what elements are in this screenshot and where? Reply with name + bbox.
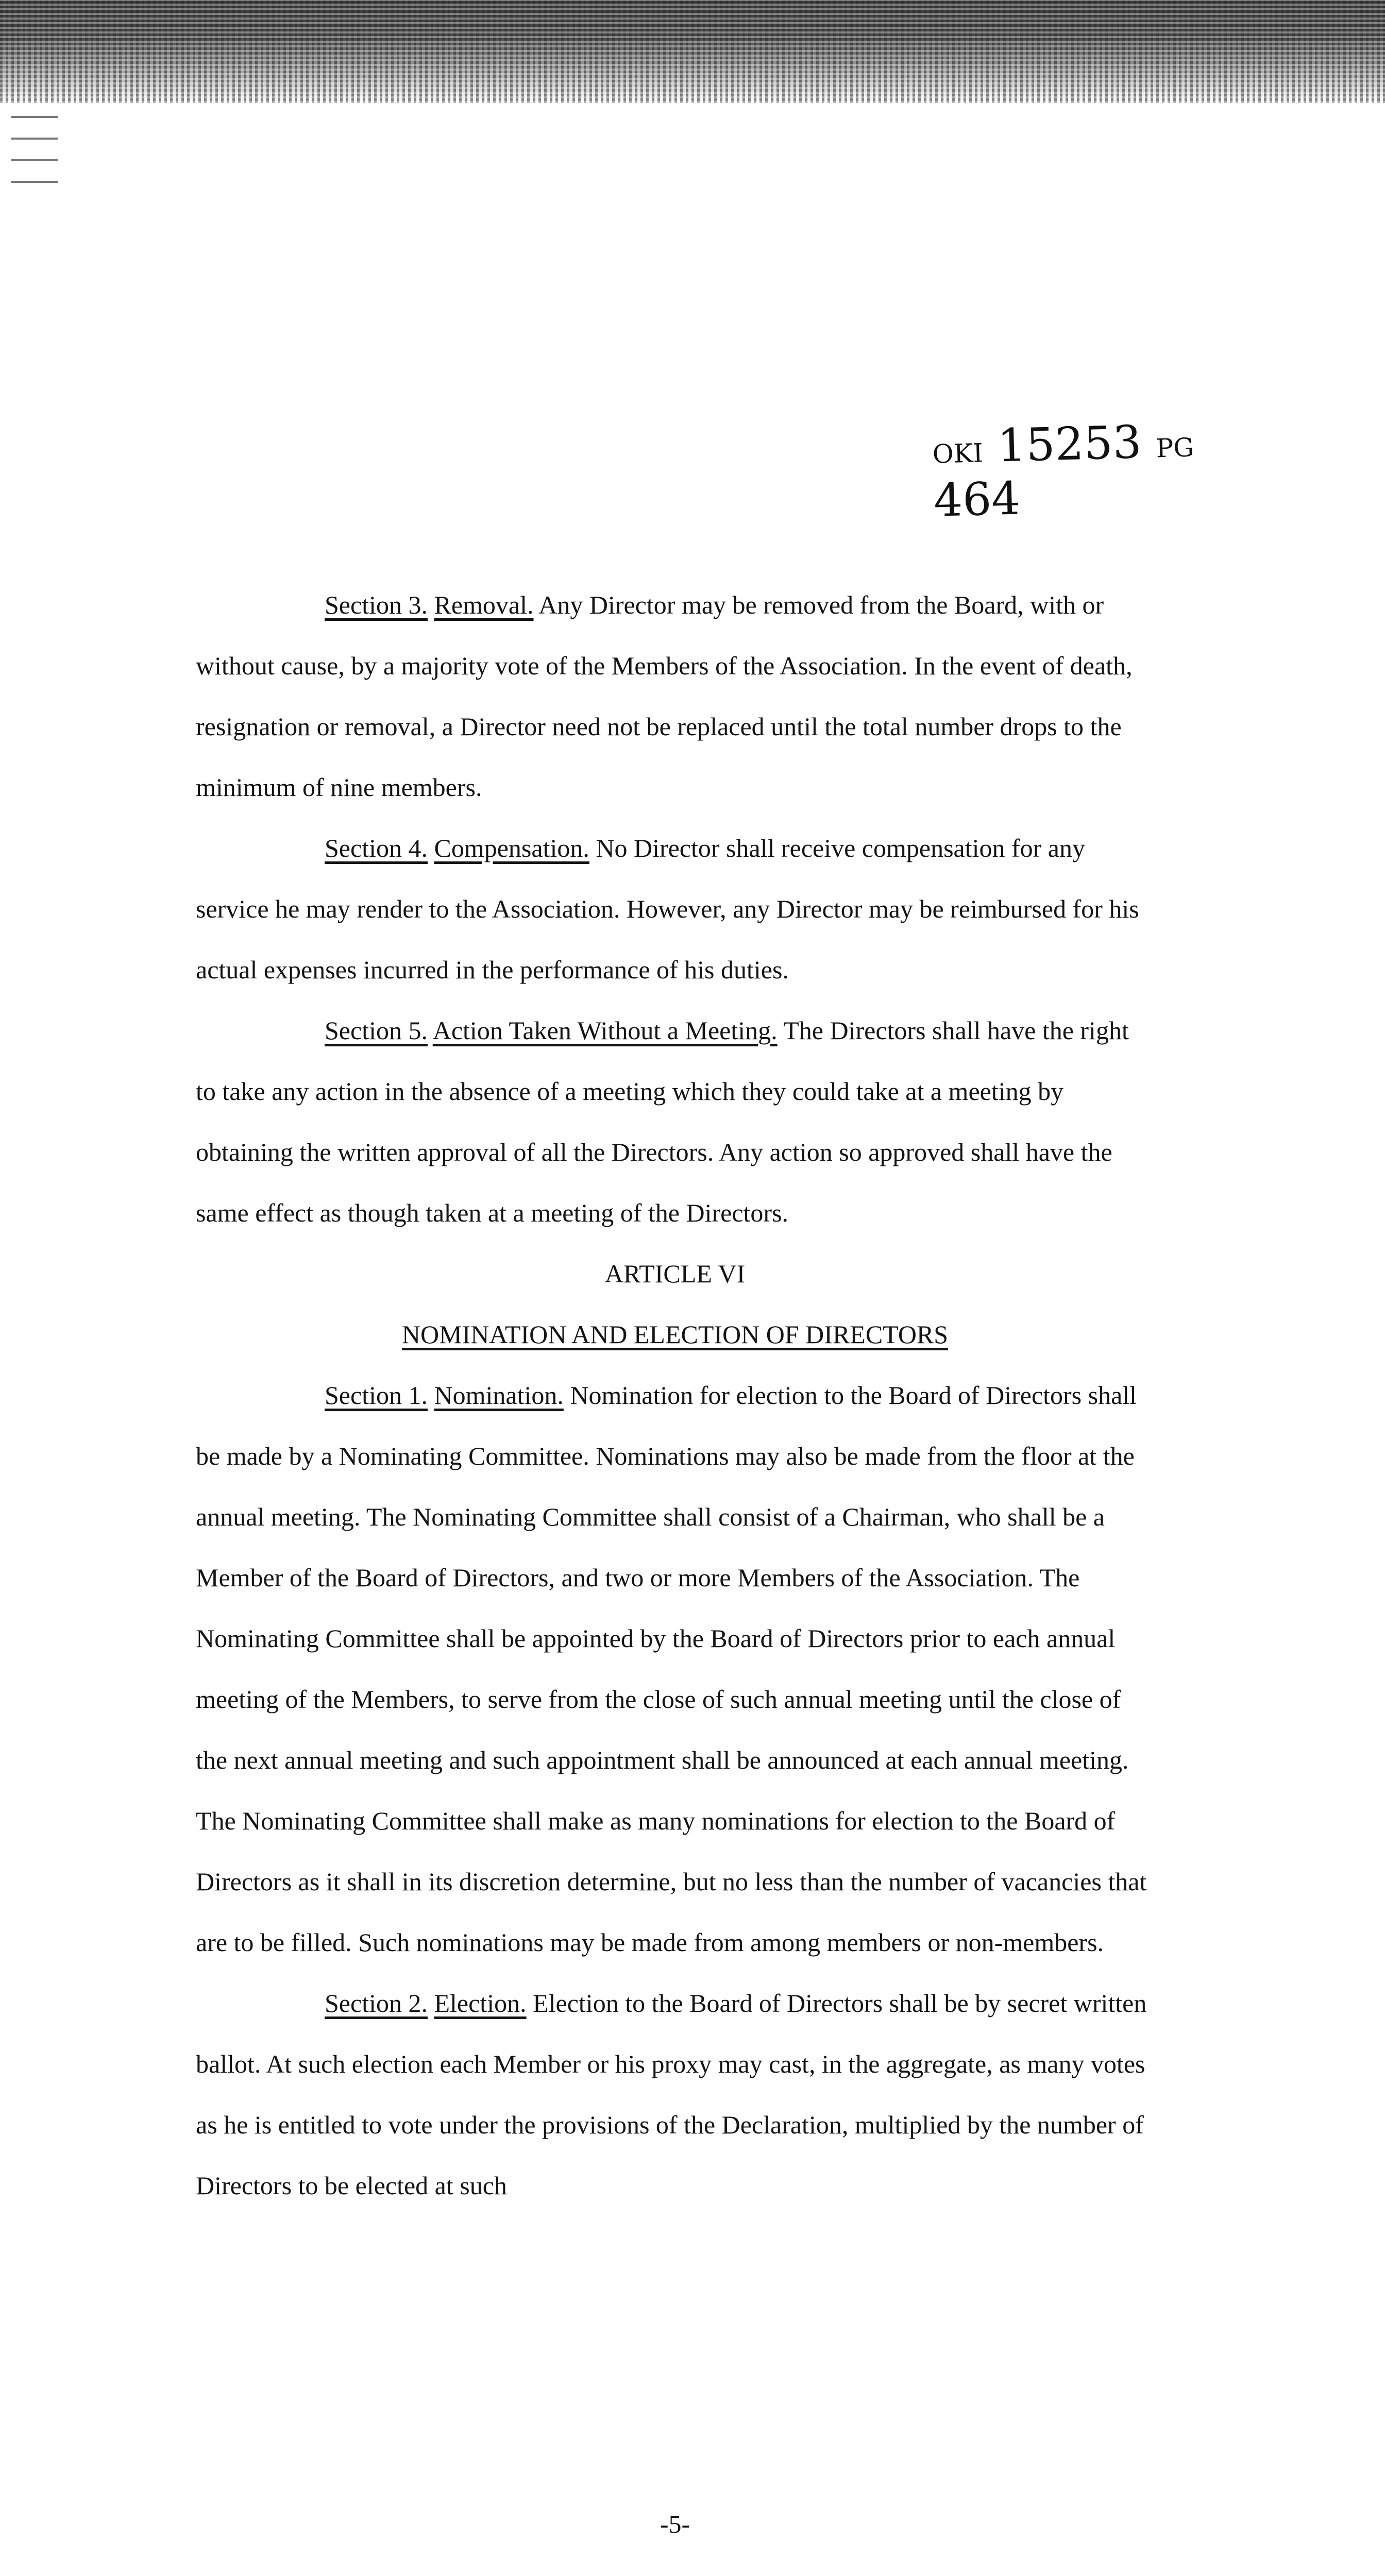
scan-noise-top [0,0,1385,103]
section-3-paragraph [196,574,1154,818]
section-title: Removal. [434,590,534,619]
section-heading: Section 5. [325,1016,428,1045]
section-4-paragraph [196,818,1154,1000]
stamp-book-number: 15253 [996,415,1142,472]
stamp-mid: PG [1155,432,1195,464]
section-heading: Section 3. [325,590,428,619]
section-text: Election to the Board of Directors shall be by secret written ballot. At such election each Member or his proxy may cast, in the aggregate, as many votes as he is entitled to vote under the provisions of the Declaration, multiplied by the number of Directors to be elected at such [196,1989,1147,2200]
section-text: No Director shall receive compensation for any service he may render to the Association. However, any Director may be reimbursed for his actual expenses incurred in the performance of his duties. [196,834,1139,984]
section-5-paragraph [196,1000,1154,1243]
article-title-line [196,1304,1154,1365]
section-heading: Section 4. [325,834,428,862]
section-text: Any Director may be removed from the Board, with or without cause, by a majority vote of the Members of the Association. In the event of death, resignation or removal, a Director need not be replaced until the total number drops to the minimum of nine members. [196,590,1133,802]
section-title: Compensation. [434,834,589,862]
stamp-prefix: OKI [932,438,984,469]
section-text: Nomination for election to the Board of Directors shall be made by a Nominating Committee. Nominations may also be made from the floor at the annual meeting. The Nominating Committee shall consist of a Chairman, who shall be a Member of the Board of Directors, and two or more Members of the Association. The Nominating Committee shall be appointed by the Board of Directors prior to each annual meeting of the Members, to serve from the close of such annual meeting until the close of the next annual meeting and such appointment shall be announced at each annual meeting. The Nominating Committee shall make as many nominations for election to the Board of Directors as it shall in its discretion determine, but no less than the number of vacancies that are to be filled. Such nominations may be made from among members or non-members. [196,1381,1147,1957]
section-title: Nomination. [434,1381,564,1410]
stamp-page-number: 464 [933,471,1021,527]
nomination-paragraph [196,1365,1154,1973]
election-paragraph [196,1973,1154,2216]
section-title: Election. [434,1989,527,2018]
article-number: ARTICLE VI [604,1259,746,1288]
recording-stamp [932,414,1202,527]
margin-marks [11,116,58,202]
article-title: NOMINATION AND ELECTION OF DIRECTORS [401,1320,949,1349]
section-heading: Section 1. [325,1381,428,1410]
document-body [196,574,1154,2216]
section-heading: Section 2. [325,1989,428,2018]
section-title: Action Taken Without a Meeting. [432,1016,778,1045]
section-text: The Directors shall have the right to take any action in the absence of a meeting which they could take at a meeting by obtaining the written approval of all the Directors. Any action so approved shall have the same effect as though taken at a meeting of the Directors. [196,1016,1129,1227]
page-number: -5- [660,2510,690,2538]
